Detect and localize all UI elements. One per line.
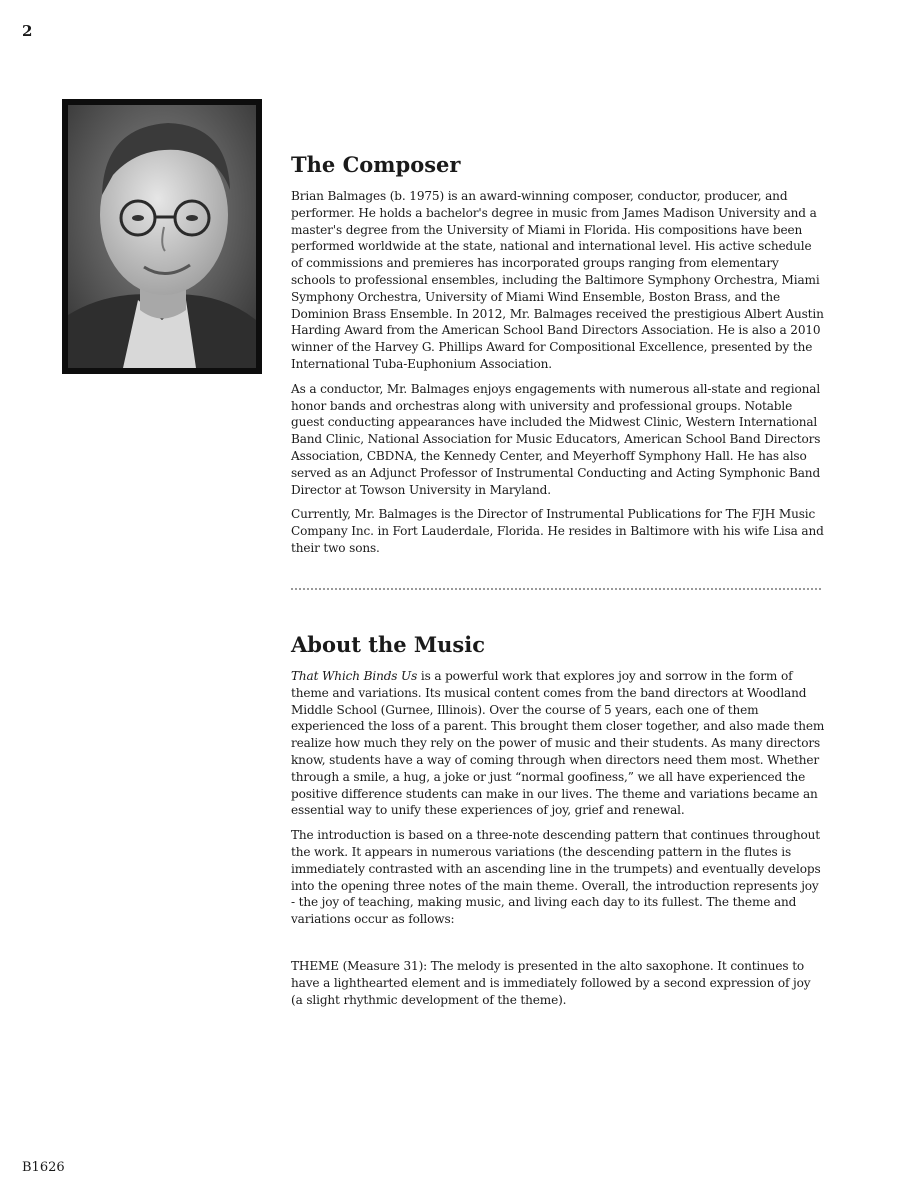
composer-current-paragraph: Currently, Mr. Balmages is the Director of Instrumental Publications for The FJH Music Company Inc. in Fort Lauderdale, Florida. He resides in Baltimore with his wife Lisa and their two sons. [291,507,824,555]
composer-section [291,152,825,565]
music-section [291,632,825,1016]
music-intro-paragraph [291,668,825,819]
music-intro-text: is a powerful work that explores joy and sorrow in the form of theme and variations. Its musical content comes from the band directors at Woodland Middle School (Gurnee, Illinois). Over the course of 5 years, each one of them experienced the loss of a parent. This brought them closer together, and also made them realize how much they rely on the power of music and their students. As many directors know, students have a way of coming through when directors need them most. Whether through a smile, a hug, a joke or just “normal goofiness,” we all have experienced the positive difference students can make in our lives. The theme and variations became an essential way to unify these experiences of joy, grief and renewal. [291,669,825,818]
section-divider [291,588,821,590]
music-heading: About the Music [291,632,486,657]
catalog-code: B1626 [22,1160,65,1175]
music-theme-paragraph: THEME (Measure 31): The melody is presented in the alto saxophone. It continues to have a lighthearted element and is immediately followed by a second expression of joy (a slight rhythmic development of the theme). [291,958,811,1007]
composer-heading: The Composer [291,152,461,177]
page-number: 2 [22,22,33,40]
music-introduction-paragraph: The introduction is based on a three-note descending pattern that continues throughout the work. It appears in numerous variations (the descending pattern in the flutes is immediately contrasted with an ascending line in the trumpets) and eventually develops into the opening three notes of the main theme. Overall, the introduction represents joy - the joy of teaching, making music, and living each day to its fullest. The theme and variations occur as follows: [291,828,821,927]
composer-conductor-paragraph: As a conductor, Mr. Balmages enjoys engagements with numerous all-state and regional honor bands and orchestras along with university and professional groups. Notable guest conducting appearances have included the Midwest Clinic, Western International Band Clinic, National Association for Music Educators, American School Band Directors Association, CBDNA, the Kennedy Center, and Meyerhoff Symphony Hall. He has also served as an Adjunct Professor of Instrumental Conducting and Acting Symphonic Band Director at Towson University in Maryland. [291,381,821,497]
work-title: That Which Binds Us [291,669,418,683]
composer-bio-paragraph: Brian Balmages (b. 1975) is an award-winning composer, conductor, producer, and performer. He holds a bachelor's degree in music from James Madison University and a master's degree from the University of Miami in Florida. His compositions have been performed worldwide at the state, national and international level. His active schedule of commissions and premieres has incorporated groups ranging from elementary schools to professional ensembles, including the Baltimore Symphony Orchestra, Miami Symphony Orchestra, University of Miami Wind Ensemble, Boston Brass, and the Dominion Brass Ensemble. In 2012, Mr. Balmages received the prestigious Albert Austin Harding Award from the American School Band Directors Association. He is also a 2010 winner of the Harvey G. Phillips Award for Compositional Excellence, presented by the International Tuba-Euphonium Association. [291,189,824,371]
composer-photo-image [68,105,256,368]
composer-portrait [62,99,262,374]
